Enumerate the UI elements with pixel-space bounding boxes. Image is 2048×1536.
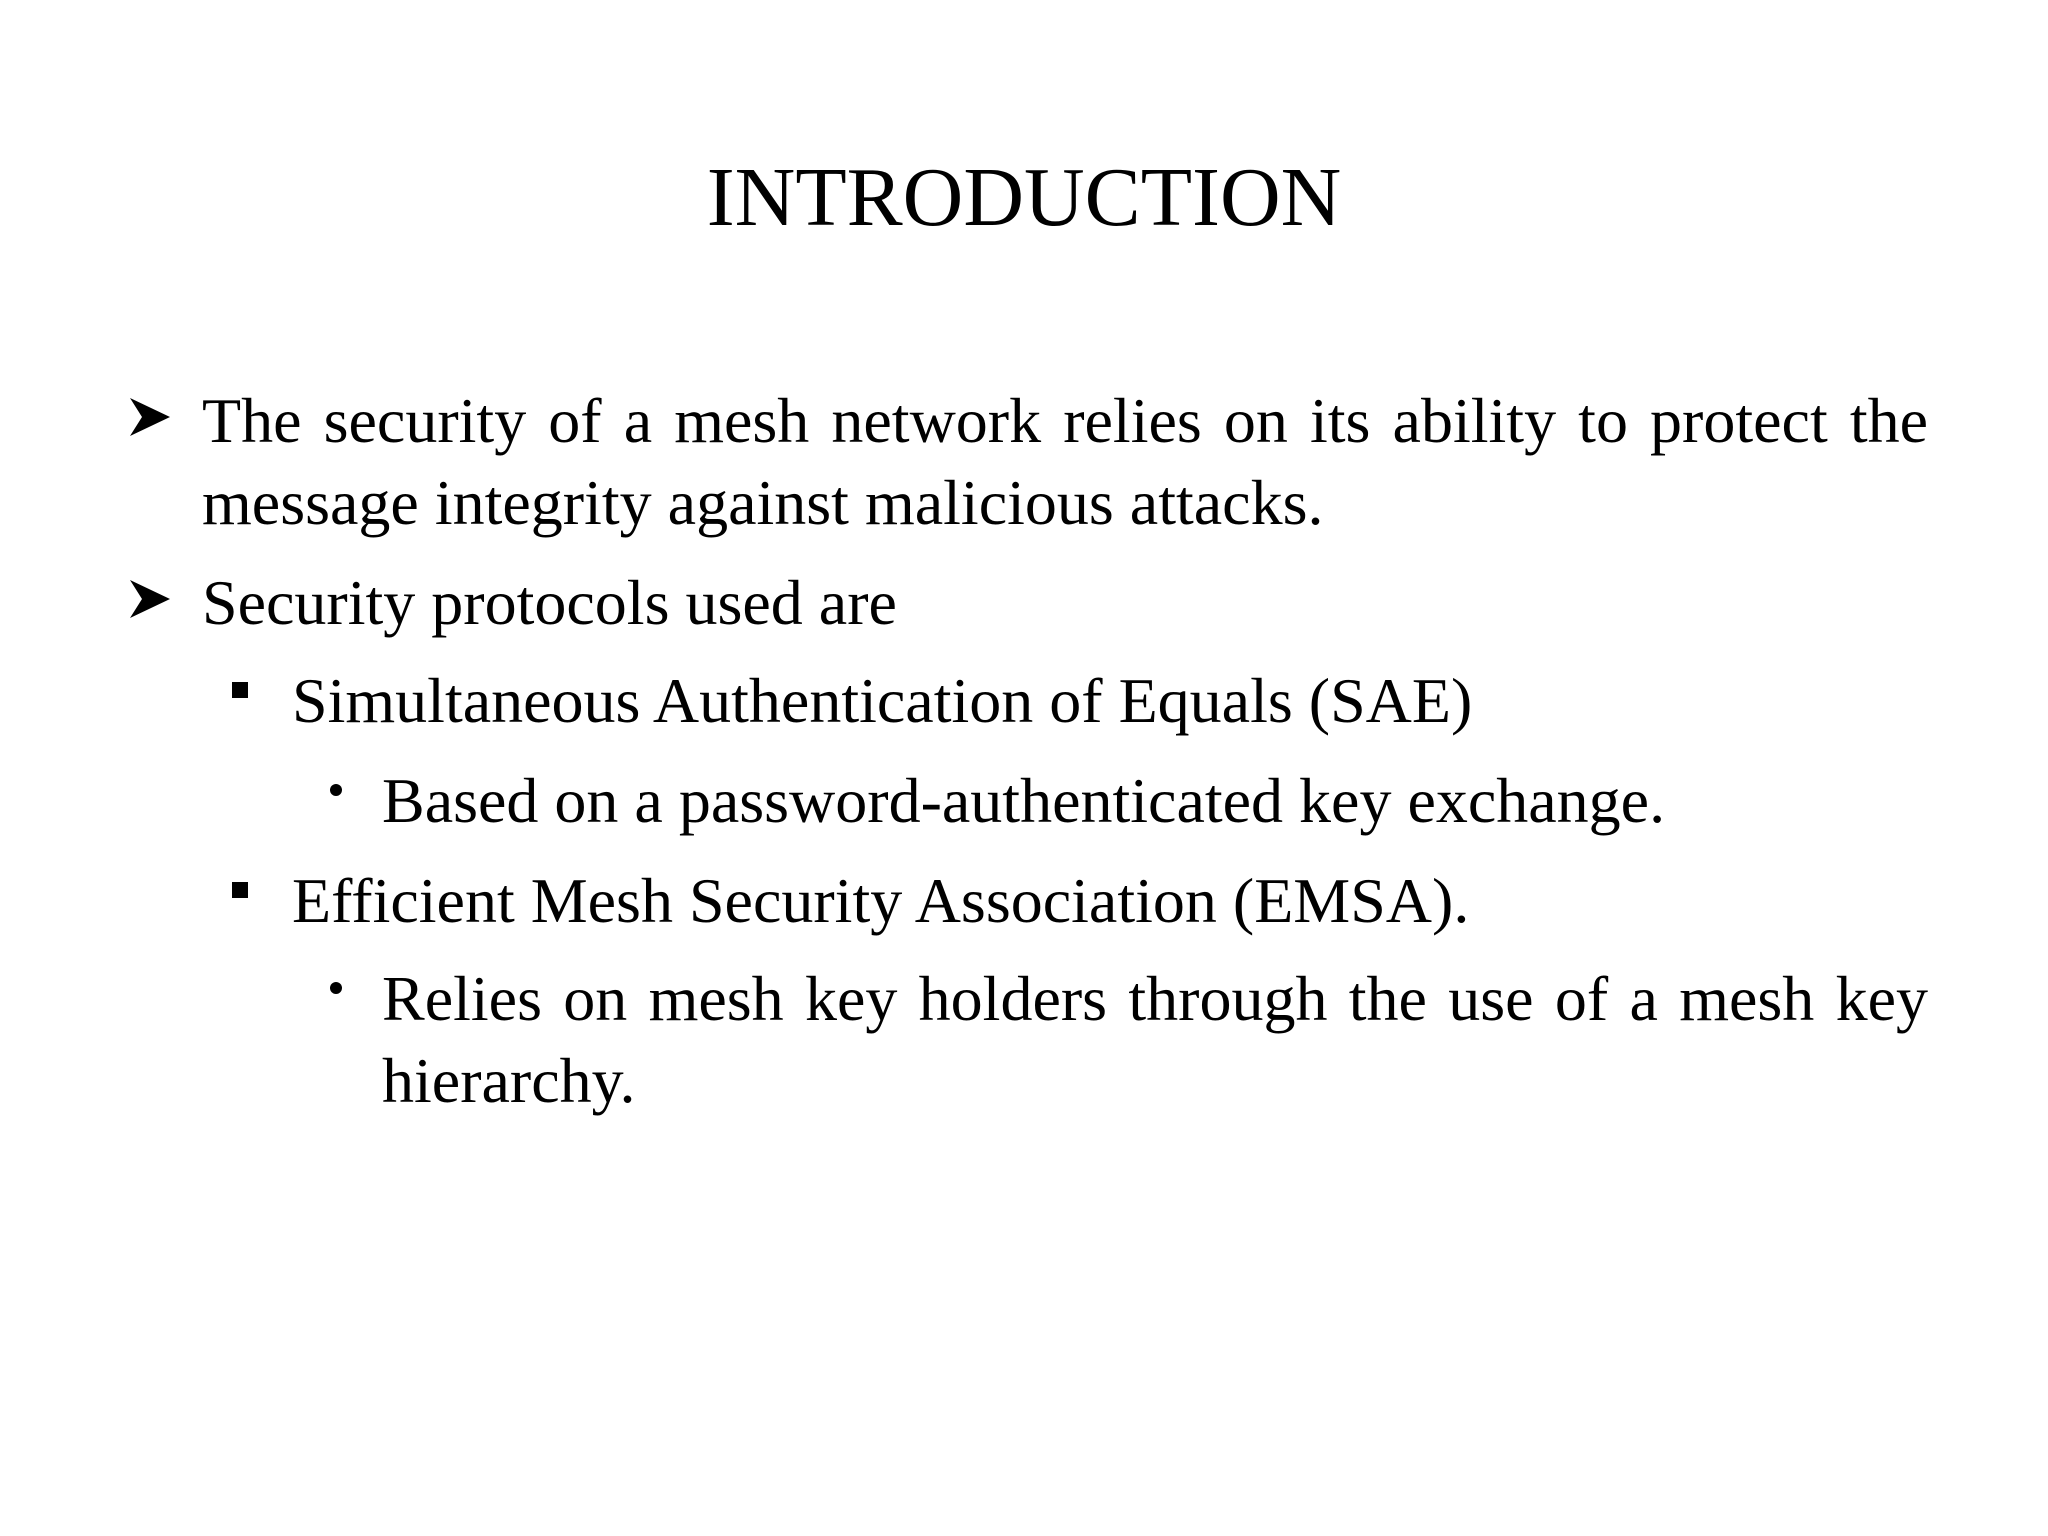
round-bullet-icon [330,784,342,796]
bullet-item [0,380,2048,544]
round-bullet-icon [330,982,342,994]
bullet-item [0,958,2048,1122]
bullet-text: Relies on mesh key holders through the use of a mesh key hierarchy. [382,963,1928,1116]
bullet-text: Based on a password-authenticated key exchange. [382,765,1666,836]
square-bullet-icon [232,882,248,898]
bullet-item [0,760,2048,842]
bullet-item [0,660,2048,742]
bullet-text: Simultaneous Authentication of Equals (SAE) [292,665,1473,736]
bullet-text: Efficient Mesh Security Association (EMSA). [292,865,1470,936]
arrow-bullet-icon [128,394,172,440]
bullet-text: The security of a mesh network relies on its ability to protect the message integrity against malicious attacks. [202,385,1928,538]
bullet-item [0,860,2048,942]
bullet-text: Security protocols used are [202,567,897,638]
arrow-bullet-icon [128,576,172,622]
bullet-item [0,562,2048,644]
slide-title: INTRODUCTION [706,151,1342,244]
square-bullet-icon [232,682,248,698]
